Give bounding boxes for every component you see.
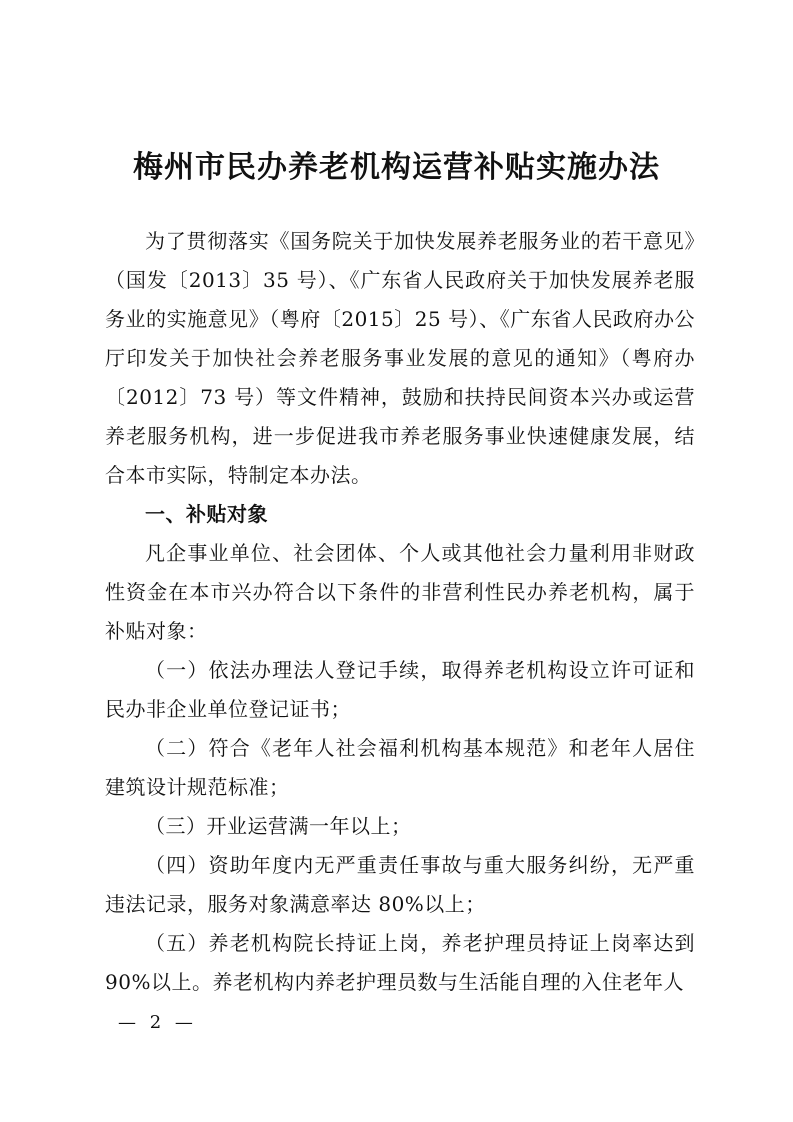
intro-paragraph: 为了贯彻落实《国务院关于加快发展养老服务业的若干意见》（国发〔2013〕35 号）、《广东省人民政府关于加快发展养老服务业的实施意见》（粤府〔2015〕25 号）、《广东省人民政府办公厅印发关于加快社会养老服务事业发展的意见的通知》（粤府办〔2012〕73 号）等文件精神，鼓励和扶持民间资本兴办或运营养老服务机构，进一步促进我市养老服务事业快速健康发展，结合本市实际，特制定本办法。: [105, 229, 695, 487]
document-title: 梅州市民办养老机构运营补贴实施办法: [133, 150, 660, 185]
list-item: （二）符合《老年人社会福利机构基本规范》和老年人居住建筑设计规范标准；: [105, 736, 695, 799]
section-heading: 一、补贴对象: [145, 502, 268, 526]
section-lead-paragraph: 凡企事业单位、社会团体、个人或其他社会力量利用非财政性资金在本市兴办符合以下条件的非营利性民办养老机构，属于补贴对象：: [105, 541, 695, 643]
list-item: （五）养老机构院长持证上岗，养老护理员持证上岗率达到 90%以上。养老机构内养老护理员数与生活能自理的入住老年人: [105, 931, 695, 994]
document-body: [105, 222, 695, 1002]
list-item: （一）依法办理法人登记手续，取得养老机构设立许可证和民办非企业单位登记证书；: [105, 658, 695, 721]
list-item: （三）开业运营满一年以上；: [145, 814, 412, 838]
list-item: （四）资助年度内无严重责任事故与重大服务纠纷，无严重违法记录，服务对象满意率达 80%以上；: [105, 853, 695, 916]
page-number: — 2 —: [118, 1012, 197, 1033]
